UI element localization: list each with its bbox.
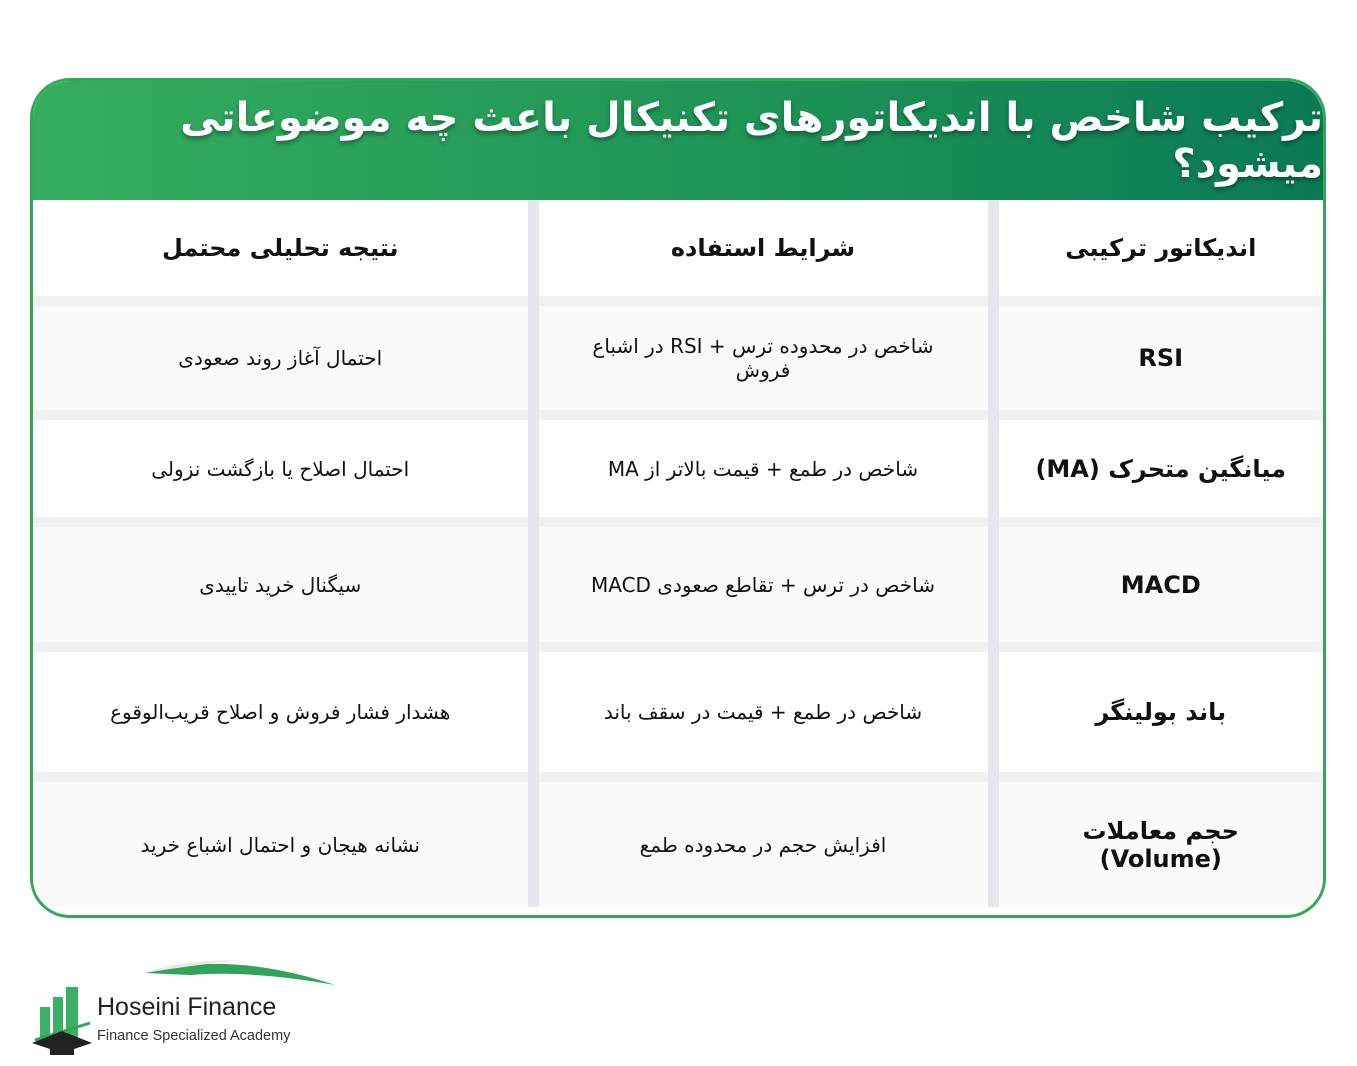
cell-result: احتمال آغاز روند صعودی [33,306,533,410]
indicator-table [33,200,1323,907]
cell-condition: شاخص در محدوده ترس + RSI در اشباع فروش [533,306,993,410]
cell-result: هشدار فشار فروش و اصلاح قریب‌الوقوع [33,652,533,772]
cell-indicator: میانگین متحرک (MA) [993,420,1323,517]
cell-indicator: RSI [993,306,1323,410]
logo-name: Hoseini Finance [97,993,277,1021]
cell-condition: افزایش حجم در محدوده طمع [533,782,993,907]
header-condition: شرایط استفاده [533,200,993,296]
cell-condition: شاخص در طمع + قیمت در سقف باند [533,652,993,772]
cell-indicator: MACD [993,527,1323,642]
table-row [33,652,1323,772]
table-row [33,527,1323,642]
cell-indicator: حجم معاملات (Volume) [993,782,1323,907]
comparison-card [30,78,1326,918]
brand-logo [30,955,340,1060]
header-result: نتیجه تحلیلی محتمل [33,200,533,296]
cell-result: نشانه هیجان و احتمال اشباع خرید [33,782,533,907]
cell-condition: شاخص در طمع + قیمت بالاتر از MA [533,420,993,517]
table-row [33,420,1323,517]
table-row [33,306,1323,410]
table-header-row [33,200,1323,296]
cell-indicator: باند بولینگر [993,652,1323,772]
cell-condition: شاخص در ترس + تقاطع صعودی MACD [533,527,993,642]
logo-tagline: Finance Specialized Academy [97,1028,291,1044]
card-header [33,81,1323,200]
table-row [33,782,1323,907]
cell-result: احتمال اصلاح یا بازگشت نزولی [33,420,533,517]
cell-result: سیگنال خرید تاییدی [33,527,533,642]
header-indicator: اندیکاتور ترکیبی [993,200,1323,296]
page-title: ترکیب شاخص با اندیکاتورهای تکنیکال باعث چه موضوعاتی میشود؟ [180,94,1323,187]
